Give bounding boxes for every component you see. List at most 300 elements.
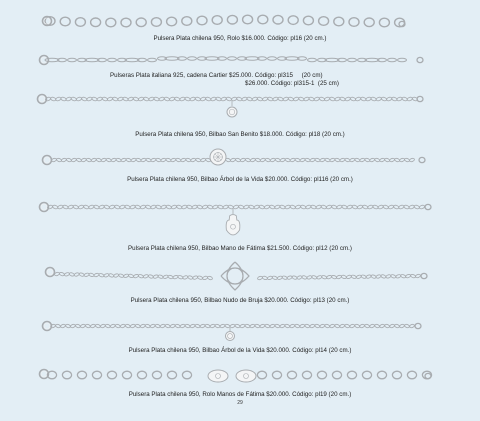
chain-link	[241, 97, 247, 102]
chain-link	[175, 158, 181, 163]
clasp-highlight	[41, 204, 47, 210]
chain-link	[290, 324, 296, 328]
chain-link	[60, 324, 66, 328]
chain-link	[314, 97, 320, 102]
cartier-link	[125, 58, 139, 62]
cartier-link	[285, 57, 299, 61]
chain-link	[71, 97, 77, 102]
caption-cartier-line2: $26.000. Código: pl315-1 (25 cm)	[245, 80, 339, 87]
end-ring	[415, 323, 421, 328]
rolo-link	[302, 371, 311, 379]
chain-link	[262, 97, 268, 102]
chain-link	[277, 276, 283, 281]
rolo-link	[272, 371, 281, 379]
chain-link	[92, 97, 98, 102]
chain-link	[336, 275, 342, 280]
chain-link	[264, 205, 270, 210]
cartier-link	[365, 58, 379, 62]
chain-link	[216, 97, 222, 102]
chain-link	[360, 97, 366, 102]
chain-link	[76, 158, 82, 163]
chain-link	[115, 324, 121, 328]
chain-link	[305, 324, 311, 328]
tree-of-life-small-charm	[226, 332, 235, 341]
chain-link	[381, 274, 387, 279]
chain-link	[230, 324, 236, 328]
chain-link	[55, 97, 61, 102]
chain-link	[378, 205, 384, 210]
chain-link	[331, 205, 337, 210]
chain-link	[376, 274, 382, 279]
chain-link	[398, 205, 404, 210]
chain-link	[55, 324, 61, 328]
chain-link	[315, 158, 321, 163]
rolo-link	[152, 371, 161, 379]
chain-link	[102, 97, 108, 102]
chain-link	[185, 158, 191, 163]
chain-link	[381, 97, 387, 102]
chain-link	[121, 158, 127, 163]
rolo-link	[197, 16, 207, 25]
chain-link	[329, 97, 335, 102]
rolo-link	[136, 18, 146, 27]
chain-link	[300, 205, 306, 210]
rolo-link	[334, 17, 344, 26]
chain-link	[345, 97, 351, 102]
chain-link	[359, 158, 365, 163]
chain-link	[285, 205, 291, 210]
cartier-link	[85, 58, 99, 62]
chain-link	[155, 324, 161, 328]
chain-link	[410, 274, 416, 279]
chain-link	[91, 158, 97, 163]
chain-link	[173, 275, 179, 280]
chain-link	[267, 97, 273, 102]
chain-link	[397, 97, 403, 102]
rolo-link	[137, 371, 146, 379]
chain-link	[187, 275, 193, 280]
chain-link	[350, 97, 356, 102]
rolo-link	[273, 15, 283, 24]
chain-link	[86, 158, 92, 163]
chain-link	[402, 97, 408, 102]
chain-link	[226, 97, 232, 102]
chain-link	[69, 272, 75, 277]
bracelet-rolo-image	[0, 10, 480, 50]
rolo-link	[151, 18, 161, 27]
chain-link	[230, 158, 236, 163]
clasp-highlight	[44, 157, 50, 163]
chain-link	[295, 158, 301, 163]
chain-link	[302, 275, 308, 280]
chain-link	[135, 324, 141, 328]
chain-link	[109, 205, 115, 210]
chain-link	[384, 158, 390, 163]
chain-link	[275, 324, 281, 328]
chain-link	[68, 205, 74, 210]
chain-link	[379, 158, 385, 163]
rolo-link	[212, 16, 222, 25]
caption-mano-fatima: Pulsera Plata chilena 950, Bilbao Mano de Fátima $21.500. Código: pl12 (20 cm.)	[128, 245, 352, 252]
chain-link	[287, 275, 293, 280]
chain-link	[265, 158, 271, 163]
chain-link	[156, 205, 162, 210]
chain-link	[304, 97, 310, 102]
chain-link	[243, 205, 249, 210]
chain-link	[409, 324, 415, 328]
chain-link	[65, 324, 71, 328]
witch-knot-circle	[227, 268, 243, 284]
chain-link	[269, 205, 275, 210]
chain-link	[160, 324, 166, 328]
chain-link	[367, 205, 373, 210]
chain-link	[311, 205, 317, 210]
chain-link	[75, 324, 81, 328]
chain-link	[321, 205, 327, 210]
cartier-link	[108, 58, 117, 62]
end-ring	[419, 157, 425, 162]
chain-link	[320, 158, 326, 163]
chain-link	[95, 324, 101, 328]
rolo-link	[379, 18, 389, 27]
rolo-link	[91, 18, 101, 27]
chain-link	[250, 158, 256, 163]
bracelet-arbol-vida-small-image	[0, 312, 480, 352]
chain-link	[310, 158, 316, 163]
chain-link	[113, 273, 119, 278]
chain-link	[57, 205, 63, 210]
chain-link	[305, 205, 311, 210]
rolo-link	[319, 17, 329, 26]
chain-link	[295, 324, 301, 328]
chain-link	[257, 97, 263, 102]
clasp-highlight	[47, 269, 53, 275]
rolo-link	[303, 16, 313, 25]
rolo-link	[287, 371, 296, 379]
hamsa-charm-right	[236, 370, 256, 382]
chain-link	[50, 97, 56, 102]
chain-link	[205, 324, 211, 328]
chain-link	[123, 274, 129, 279]
chain-link	[357, 205, 363, 210]
chain-link	[366, 97, 372, 102]
chain-link	[316, 275, 322, 280]
rolo-link	[258, 15, 268, 24]
chain-link	[373, 205, 379, 210]
chain-link	[278, 97, 284, 102]
chain-link	[154, 97, 160, 102]
chain-link	[311, 275, 317, 280]
chain-link	[324, 324, 330, 328]
chain-link	[158, 274, 164, 279]
cartier-link	[188, 57, 197, 61]
end-ring	[425, 373, 431, 378]
chain-link	[133, 97, 139, 102]
cartier-link	[205, 57, 219, 61]
cartier-link	[348, 58, 357, 62]
caption-arbol-vida-small: Pulsera Plata chilena 950, Bilbao Árbol de la Vida $20.000. Código: pl14 (20 cm.)	[128, 347, 352, 354]
chain-link	[371, 97, 377, 102]
chain-link	[394, 158, 400, 163]
chain-link	[166, 205, 172, 210]
chain-link	[197, 205, 203, 210]
rolo-link	[227, 15, 237, 24]
chain-link	[415, 274, 421, 279]
chain-link	[342, 205, 348, 210]
chain-link	[104, 205, 110, 210]
chain-link	[64, 272, 70, 277]
chain-link	[335, 158, 341, 163]
chain-link	[202, 205, 208, 210]
caption-nudo-bruja: Pulsera Plata chilena 950, Bilbao Nudo de Bruja $20.000. Código: pl13 (20 cm.)	[130, 297, 350, 304]
chain-link	[298, 97, 304, 102]
chain-link	[150, 205, 156, 210]
chain-link	[320, 324, 326, 328]
rolo-link	[107, 371, 116, 379]
page-number: 29	[237, 400, 243, 406]
chain-link	[374, 324, 380, 328]
chain-link	[117, 97, 123, 102]
chain-link	[259, 205, 265, 210]
chain-link	[275, 158, 281, 163]
chain-link	[110, 324, 116, 328]
chain-link	[195, 97, 201, 102]
chain-link	[326, 205, 332, 210]
chain-link	[394, 324, 400, 328]
chain-link	[285, 158, 291, 163]
chain-link	[340, 97, 346, 102]
chain-link	[174, 97, 180, 102]
chain-link	[252, 97, 258, 102]
chain-link	[136, 158, 142, 163]
rolo-link	[182, 17, 192, 26]
chain-link	[319, 97, 325, 102]
rolo-link	[362, 371, 371, 379]
chain-link	[399, 158, 405, 163]
chain-link	[123, 97, 129, 102]
chain-link	[310, 324, 316, 328]
caption-rolo: Pulsera Plata chilena 950, Rolo $16.000. Código: pl16 (20 cm.)	[153, 35, 327, 42]
chain-link	[225, 324, 231, 328]
chain-link	[111, 158, 117, 163]
chain-link	[395, 274, 401, 279]
chain-link	[369, 324, 375, 328]
cartier-link	[228, 57, 237, 61]
chain-link	[349, 324, 355, 328]
chain-link	[404, 324, 410, 328]
clasp-highlight	[41, 57, 47, 63]
chain-link	[235, 158, 241, 163]
chain-link	[288, 97, 294, 102]
chain-link	[346, 275, 352, 280]
chain-link	[280, 205, 286, 210]
chain-link	[307, 275, 313, 280]
chain-link	[255, 158, 261, 163]
chain-link	[106, 158, 112, 163]
chain-link	[233, 205, 239, 210]
chain-link	[245, 324, 251, 328]
chain-link	[393, 205, 399, 210]
chain-link	[76, 97, 82, 102]
chain-link	[190, 97, 196, 102]
chain-link	[128, 274, 134, 279]
chain-link	[390, 274, 396, 279]
chain-link	[391, 97, 397, 102]
chain-link	[290, 205, 296, 210]
chain-link	[195, 324, 201, 328]
chain-link	[200, 97, 206, 102]
chain-link	[262, 276, 268, 281]
chain-link	[400, 274, 406, 279]
chain-link	[96, 158, 102, 163]
chain-link	[292, 275, 298, 280]
clasp-highlight	[41, 371, 47, 377]
chain-link	[341, 275, 347, 280]
rolo-link	[392, 371, 401, 379]
chain-link	[140, 324, 146, 328]
rolo-link	[121, 18, 131, 27]
chain-link	[366, 274, 372, 279]
chain-link	[282, 275, 288, 280]
chain-link	[170, 158, 176, 163]
chain-link	[88, 205, 94, 210]
chain-link	[212, 205, 218, 210]
rolo-link	[243, 15, 253, 24]
chain-link	[331, 275, 337, 280]
chain-link	[295, 205, 301, 210]
chain-link	[74, 272, 80, 277]
chain-link	[73, 205, 79, 210]
chain-link	[223, 205, 229, 210]
chain-link	[107, 97, 113, 102]
chain-link	[202, 276, 208, 281]
chain-link	[80, 324, 86, 328]
bracelet-san-benito-image	[0, 88, 480, 128]
chain-link	[187, 205, 193, 210]
chain-link	[257, 276, 263, 281]
chain-link	[228, 205, 234, 210]
rolo-link	[364, 18, 374, 27]
end-ring	[417, 57, 423, 62]
rolo-link	[347, 371, 356, 379]
chain-link	[165, 324, 171, 328]
chain-link	[150, 324, 156, 328]
chain-link	[300, 158, 306, 163]
chain-link	[383, 205, 389, 210]
chain-link	[61, 97, 67, 102]
chain-link	[192, 275, 198, 280]
chain-link	[340, 158, 346, 163]
chain-link	[135, 205, 141, 210]
chain-link	[166, 158, 172, 163]
chain-link	[97, 97, 103, 102]
chain-link	[329, 324, 335, 328]
chain-link	[83, 205, 89, 210]
chain-link	[151, 158, 157, 163]
chain-link	[335, 97, 341, 102]
chain-link	[207, 276, 213, 281]
chain-link	[359, 324, 365, 328]
chain-link	[249, 205, 255, 210]
chain-link	[280, 158, 286, 163]
chain-link	[112, 97, 118, 102]
chain-link	[192, 205, 198, 210]
chain-link	[131, 158, 137, 163]
caption-rolo-manos: Pulsera Plata chilena 950, Rolo Manos de Fátima $20.000. Código: pl19 (20 cm.)	[128, 391, 352, 398]
chain-link	[349, 158, 355, 163]
chain-link	[300, 324, 306, 328]
chain-link	[238, 205, 244, 210]
chain-link	[345, 158, 351, 163]
chain-link	[156, 158, 162, 163]
end-ring	[425, 204, 431, 209]
chain-link	[218, 205, 224, 210]
chain-link	[247, 97, 253, 102]
chain-link	[145, 205, 151, 210]
chain-link	[85, 324, 91, 328]
tree-branches	[213, 152, 223, 162]
chain-link	[240, 158, 246, 163]
chain-link	[231, 97, 237, 102]
chain-link	[388, 205, 394, 210]
chain-link	[384, 324, 390, 328]
chain-link	[200, 324, 206, 328]
chain-link	[374, 158, 380, 163]
rolo-link	[407, 371, 416, 379]
rolo-link	[332, 371, 341, 379]
chain-link	[362, 205, 368, 210]
chain-link	[265, 324, 271, 328]
chain-link	[79, 272, 85, 277]
chain-link	[221, 97, 227, 102]
chain-link	[181, 205, 187, 210]
chain-link	[148, 97, 154, 102]
chain-link	[364, 158, 370, 163]
chain-link	[352, 205, 358, 210]
chain-link	[145, 324, 151, 328]
rolo-link	[288, 16, 298, 25]
chain-link	[63, 205, 69, 210]
chain-link	[369, 158, 375, 163]
chain-link	[210, 97, 216, 102]
chain-link	[140, 205, 146, 210]
chain-link	[52, 205, 58, 210]
chain-link	[170, 324, 176, 328]
chain-link	[178, 275, 184, 280]
chain-link	[315, 324, 321, 328]
chain-link	[116, 158, 122, 163]
cartier-link	[308, 58, 317, 62]
chain-link	[386, 97, 392, 102]
rolo-link	[60, 17, 70, 26]
chain-link	[99, 273, 105, 278]
chain-link	[86, 97, 92, 102]
chain-link	[250, 324, 256, 328]
chain-link	[197, 275, 203, 280]
chain-link	[220, 324, 226, 328]
cartier-link	[268, 57, 277, 61]
chain-link	[100, 324, 106, 328]
chain-link	[255, 324, 261, 328]
chain-link	[309, 97, 315, 102]
chain-link	[283, 97, 289, 102]
chain-link	[175, 324, 181, 328]
rolo-link	[167, 371, 176, 379]
bracelet-nudo-bruja-image	[0, 258, 480, 298]
chain-link	[355, 97, 361, 102]
chain-link	[66, 97, 72, 102]
chain-link	[270, 158, 276, 163]
